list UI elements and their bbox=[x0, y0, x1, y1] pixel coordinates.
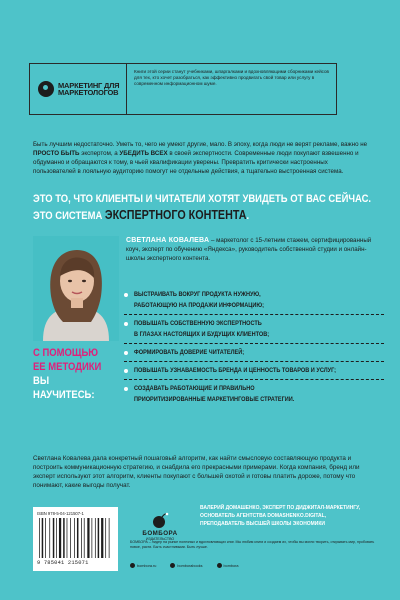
headline bbox=[33, 191, 372, 224]
series-logo bbox=[30, 64, 127, 114]
bullet-icon bbox=[124, 369, 128, 373]
list-item: СОЗДАВАТЬ РАБОТАЮЩИЕ И ПРАВИЛЬНО ПРИОРИТИЗИРОВАННЫЕ МАРКЕТИНГОВЫЕ СТРАТЕГИИ. bbox=[124, 383, 384, 405]
vk-icon bbox=[170, 563, 175, 568]
publisher-note: БОМБОРА – лидер на рынке полезных и вдохновляющих книг. Мы любим книги и создаем их, чтобы вы могли творить, открывать мир, пробовать новое, расти. Быть счастливыми. Быть лучше. bbox=[130, 540, 375, 550]
social-link-instagram[interactable]: bombora bbox=[217, 563, 239, 568]
bullet-icon bbox=[124, 322, 128, 326]
barcode-number: 9 785041 215071 bbox=[37, 560, 89, 566]
series-description: Книги этой серии станут учебниками, шпаргалками и вдохновляющими сборниками кейсов для тех, кто хочет разобраться, как эффективно продвигать свой товар или услугу в современном информационном шуме. bbox=[134, 69, 329, 87]
globe-icon bbox=[130, 563, 135, 568]
bullet-icon bbox=[124, 351, 128, 355]
list-item: ВЫСТРАИВАТЬ ВОКРУГ ПРОДУКТА НУЖНУЮ, РАБОТАЮЩУЮ НА ПРОДАЖИ ИНФОРМАЦИЮ; bbox=[124, 289, 384, 311]
author-photo bbox=[33, 236, 119, 341]
author-bio: СВЕТЛАНА КОВАЛЕВА – маркетолог с 15-летним стажем, сертифицированный коуч, эксперт по обучению «Яндекса», руководитель собственной студии и онлайн-школы экспертного контента. bbox=[126, 237, 372, 262]
learn-heading: С ПОМОЩЬЮ ЕЕ МЕТОДИКИ ВЫ НАУЧИТЕСЬ: bbox=[33, 347, 102, 401]
author-name: СВЕТЛАНА КОВАЛЕВА bbox=[126, 237, 210, 244]
reviewer-credit: ВАЛЕРИЙ ДОМАШЕНКО, ЭКСПЕРТ ПО ДИДЖИТАЛ-МАРКЕТИНГУ, ОСНОВАТЕЛЬ АГЕНТСТВА DOMASHENKO.DIGITAL, ПРЕПОДАВАТЕЛЬ ВЫСШЕЙ ШКОЛЫ ЭКОНОМИКИ bbox=[200, 505, 361, 527]
intro-paragraph: Быть лучшим недостаточно. Уметь то, чего не умеют другие, мало. В эпоху, когда люди не верят рекламе, важно не ПРОСТО БЫТЬ экспертом, а УБЕДИТЬ ВСЕХ в своей экспертности. Современные люди покупают взвешенно и обдуманно и обращаются к тому, в чьей квалификации уверены. Превратить критически настроенных пользователей в лояльную аудиторию помогут не отдельные действия, а тщательно выстроенная система. bbox=[33, 141, 368, 175]
series-box bbox=[29, 63, 337, 115]
publisher-logo bbox=[130, 511, 190, 541]
bomb-icon bbox=[151, 511, 169, 529]
author-portrait-illustration bbox=[33, 236, 119, 341]
bullet-icon bbox=[124, 387, 128, 391]
list-item: ПОВЫШАТЬ СОБСТВЕННУЮ ЭКСПЕРТНОСТЬ В ГЛАЗАХ НАСТОЯЩИХ И БУДУЩИХ КЛИЕНТОВ; bbox=[124, 318, 384, 340]
headline-line2: ЭТО СИСТЕМА ЭКСПЕРТНОГО КОНТЕНТА. bbox=[33, 208, 250, 222]
summary-paragraph: Светлана Ковалева дала конкретный пошаговый алгоритм, как найти смысловую составляющую продукта и построить коммуникационную стратегию, и снабдила его прекрасными примерами. Когда компания, бренд или эксперт используют этот алгоритм, клиенты покупают с большей охотой и готовы платить дороже, потому что понимают, какие выгоды получат. bbox=[33, 455, 360, 489]
list-divider bbox=[124, 361, 384, 362]
publisher-name: БОМБОРА bbox=[142, 530, 178, 537]
list-item: ФОРМИРОВАТЬ ДОВЕРИЕ ЧИТАТЕЛЕЙ; bbox=[124, 347, 384, 358]
bullet-icon bbox=[124, 293, 128, 297]
publisher-socials bbox=[130, 563, 375, 568]
series-logo-line1: МАРКЕТИНГ ДЛЯ bbox=[58, 80, 120, 90]
publisher-subtitle: ИЗДАТЕЛЬСТВО bbox=[145, 537, 175, 541]
social-link-site[interactable]: bombora.ru bbox=[130, 563, 156, 568]
barcode-panel bbox=[33, 507, 118, 571]
barcode-icon bbox=[39, 518, 113, 558]
social-link-vk[interactable]: bomborabooks bbox=[170, 563, 202, 568]
list-divider bbox=[124, 343, 384, 344]
list-divider bbox=[124, 379, 384, 380]
instagram-icon bbox=[217, 563, 222, 568]
headline-line1: ЭТО ТО, ЧТО КЛИЕНТЫ И ЧИТАТЕЛИ ХОТЯТ УВИДЕТЬ ОТ ВАС СЕЙЧАС. bbox=[33, 193, 372, 205]
series-logo-icon bbox=[38, 81, 54, 97]
list-item: ПОВЫШАТЬ УЗНАВАЕМОСТЬ БРЕНДА И ЦЕННОСТЬ ТОВАРОВ И УСЛУГ; bbox=[124, 365, 384, 376]
series-logo-line2: МАРКЕТОЛОГОВ bbox=[58, 88, 119, 97]
list-divider bbox=[124, 314, 384, 315]
isbn-text: ISBN 978-5-04-121507-1 bbox=[37, 511, 84, 516]
skills-list bbox=[124, 289, 384, 412]
